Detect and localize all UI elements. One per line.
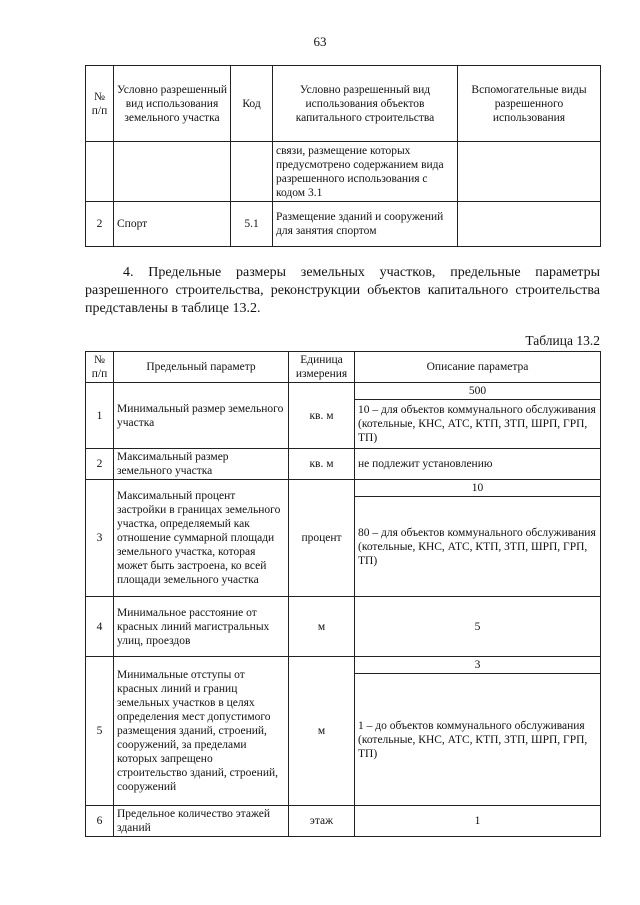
header-auxiliary-kinds: Вспомогательные виды разрешенного использования	[458, 66, 601, 142]
cell-num: 5	[86, 657, 114, 806]
header-land-use-kind: Условно разрешенный вид использования земельного участка	[114, 66, 231, 142]
table-header-row	[86, 352, 601, 383]
cell-aux	[458, 202, 601, 247]
cell-description: 500	[355, 383, 601, 400]
cell-description: 1	[355, 806, 601, 837]
cell-unit: м	[289, 657, 355, 806]
cell-num: 2	[86, 449, 114, 480]
table-row	[86, 597, 601, 657]
header-parameter: Предельный параметр	[114, 352, 289, 383]
cell-num: 6	[86, 806, 114, 837]
table-row	[86, 383, 601, 400]
cell-num: 1	[86, 383, 114, 449]
cell-object: Размещение зданий и сооружений для занятия спортом	[273, 202, 458, 247]
table-row	[86, 806, 601, 837]
cell-parameter: Предельное количество этажей зданий	[114, 806, 289, 837]
land-use-table	[85, 65, 601, 247]
table-row	[86, 449, 601, 480]
cell-parameter: Минимальное расстояние от красных линий магистральных улиц, проездов	[114, 597, 289, 657]
table-row	[86, 657, 601, 674]
cell-kind	[114, 142, 231, 202]
cell-kind: Спорт	[114, 202, 231, 247]
cell-description: 5	[355, 597, 601, 657]
cell-description-extra: 1 – до объектов коммунального обслуживания (котельные, КНС, АТС, КТП, ЗТП, ШРП, ГРП, ТП)	[355, 674, 601, 806]
header-num: № п/п	[86, 352, 114, 383]
cell-description: не подлежит установлению	[355, 449, 601, 480]
cell-num	[86, 142, 114, 202]
cell-unit: процент	[289, 480, 355, 597]
page-number: 63	[313, 34, 327, 49]
header-description: Описание параметра	[355, 352, 601, 383]
cell-code	[231, 142, 273, 202]
header-code: Код	[231, 66, 273, 142]
cell-description-extra: 10 – для объектов коммунального обслуживания (котельные, КНС, АТС, КТП, ЗТП, ШРП, ГРП, ТП)	[355, 400, 601, 449]
cell-num: 4	[86, 597, 114, 657]
cell-object: связи, размещение которых предусмотрено содержанием вида разрешенного использования с кодом 3.1	[273, 142, 458, 202]
cell-unit: кв. м	[289, 449, 355, 480]
table-header-row	[86, 66, 601, 142]
header-unit: Единица измерения	[289, 352, 355, 383]
cell-unit: м	[289, 597, 355, 657]
cell-aux	[458, 142, 601, 202]
cell-code: 5.1	[231, 202, 273, 247]
cell-description-extra: 80 – для объектов коммунального обслуживания (котельные, КНС, АТС, КТП, ЗТП, ШРП, ГРП, ТП)	[355, 497, 601, 597]
cell-parameter: Минимальный размер земельного участка	[114, 383, 289, 449]
parameters-table	[85, 351, 601, 837]
cell-num: 2	[86, 202, 114, 247]
cell-unit: этаж	[289, 806, 355, 837]
table-caption: Таблица 13.2	[525, 333, 600, 348]
cell-description: 10	[355, 480, 601, 497]
body-paragraph: 4. Предельные размеры земельных участков, предельные параметры разрешенного строительства, реконструкции объектов капитального строительства представлены в таблице 13.2.	[85, 265, 600, 316]
table-row	[86, 480, 601, 497]
header-object-use-kind: Условно разрешенный вид использования объектов капитального строительства	[273, 66, 458, 142]
cell-unit: кв. м	[289, 383, 355, 449]
table-row	[86, 142, 601, 202]
cell-num: 3	[86, 480, 114, 597]
header-num: № п/п	[86, 66, 114, 142]
cell-parameter: Минимальные отступы от красных линий и границ земельных участков в целях определения мест допустимого размещения зданий, строений, сооружений, за пределами которых запрещено строительство зданий, строений, сооружений	[114, 657, 289, 806]
cell-parameter: Максимальный размер земельного участка	[114, 449, 289, 480]
cell-description: 3	[355, 657, 601, 674]
table-row	[86, 202, 601, 247]
cell-parameter: Максимальный процент застройки в границах земельного участка, определяемый как отношение суммарной площади земельного участка, которая может быть застроена, ко всей площади земельного участка	[114, 480, 289, 597]
